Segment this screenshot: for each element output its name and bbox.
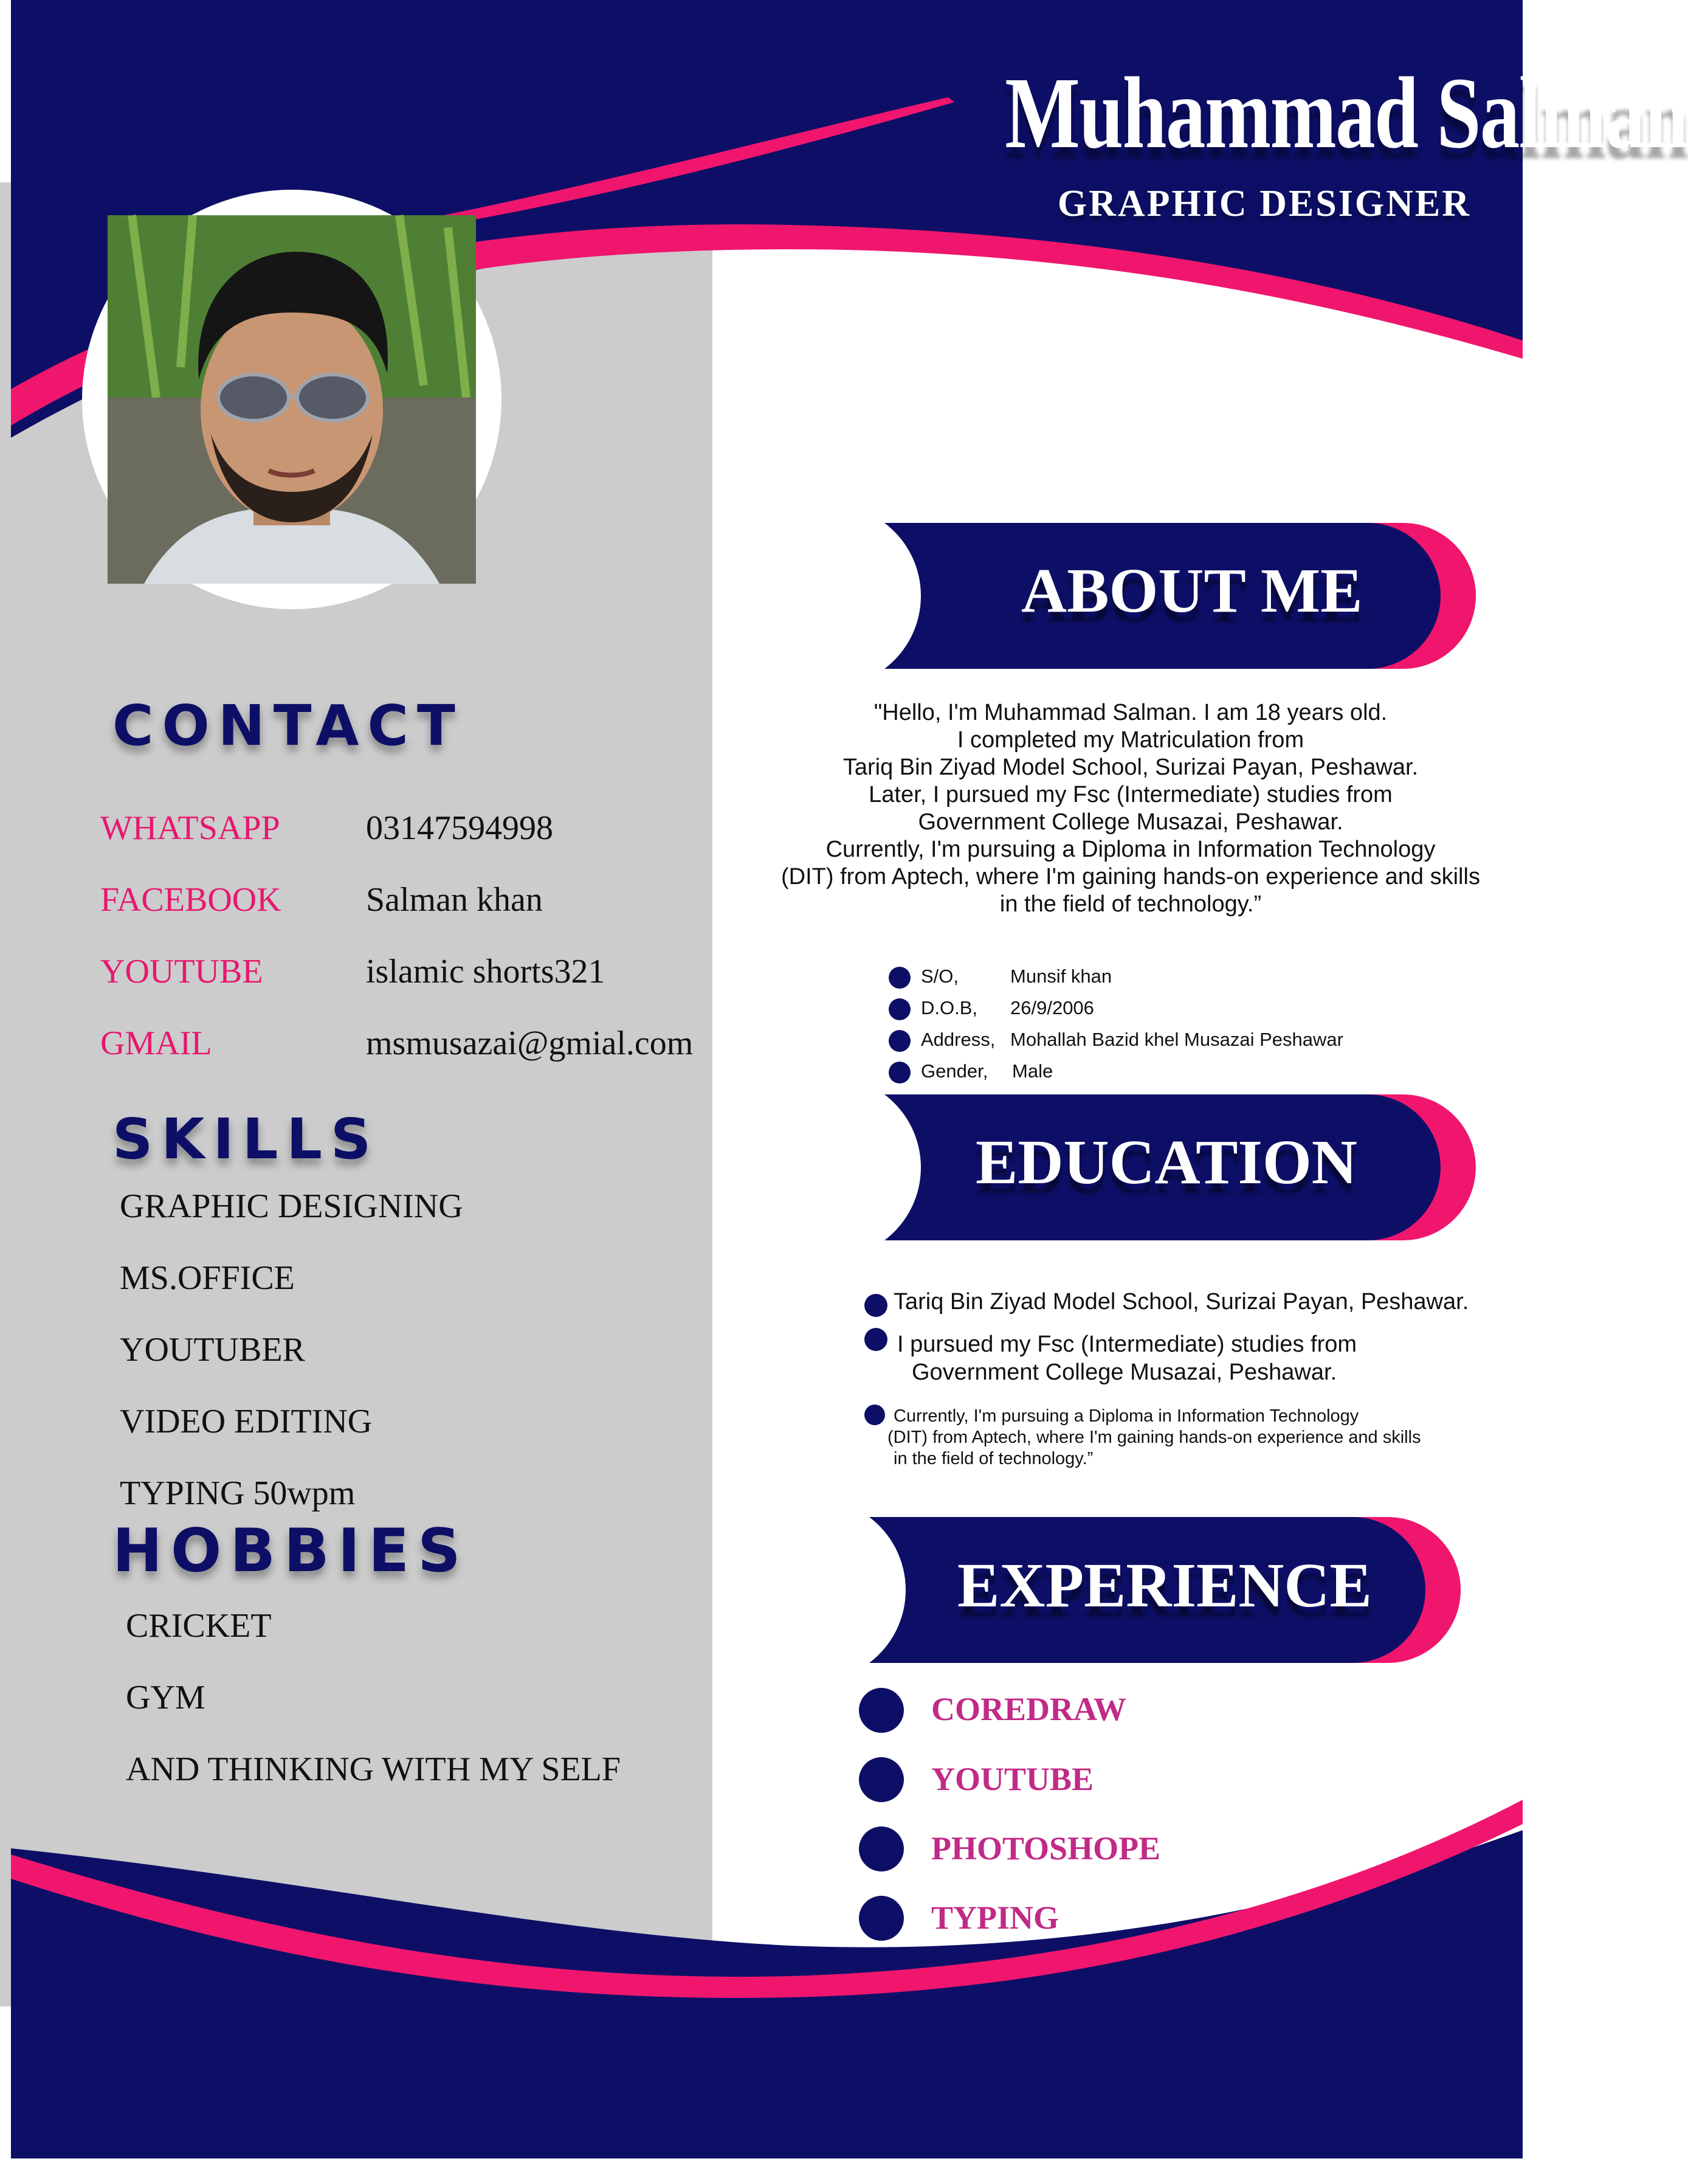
experience-title: EXPERIENCE (957, 1550, 1372, 1620)
about-line: "Hello, I'm Muhammad Salman. I am 18 years old. (873, 700, 1388, 725)
about-line: (DIT) from Aptech, where I'm gaining hands-on experience and skills (781, 864, 1480, 890)
about-line: Currently, I'm pursuing a Diploma in Information Technology (825, 837, 1436, 862)
about-title: ABOUT ME (1021, 556, 1363, 626)
info-label: Gender, (921, 1060, 988, 1082)
bullet-dot (889, 967, 911, 989)
skill-item: TYPING 50wpm (120, 1474, 356, 1512)
contact-label-whatsapp: WHATSAPP (100, 809, 280, 847)
info-label: D.O.B, (921, 997, 978, 1018)
contact-title: CONTACT (112, 693, 464, 758)
about-line: I completed my Matriculation from (957, 727, 1304, 753)
skills-title: SKILLS (112, 1107, 380, 1172)
hobby-item: GYM (126, 1679, 205, 1716)
education-line: Currently, I'm pursuing a Diploma in Information Technology (894, 1406, 1359, 1426)
experience-item: COREDRAW (931, 1691, 1127, 1727)
skill-item: YOUTUBER (120, 1331, 305, 1369)
about-line: in the field of technology.” (999, 891, 1262, 917)
hobby-item: AND THINKING WITH MY SELF (126, 1750, 621, 1788)
skill-item: GRAPHIC DESIGNING (120, 1187, 463, 1225)
info-value: Munsif khan (1010, 966, 1112, 987)
contact-label-youtube: YOUTUBE (100, 953, 263, 990)
info-value: Male (1012, 1060, 1053, 1082)
education-line: Government College Musazai, Peshawar. (912, 1360, 1337, 1385)
about-line: Tariq Bin Ziyad Model School, Surizai Payan, Peshawar. (842, 755, 1419, 780)
hobbies-title: HOBBIES (112, 1516, 469, 1586)
contact-label-gmail: GMAIL (100, 1025, 212, 1062)
job-title: GRAPHIC DESIGNER (1057, 183, 1471, 224)
bullet-dot (889, 1030, 911, 1052)
profile-photo (82, 190, 501, 609)
info-value: 26/9/2006 (1010, 997, 1094, 1018)
about-text (754, 699, 1507, 918)
hobby-item: CRICKET (126, 1607, 272, 1645)
contact-value-facebook: Salman khan (366, 881, 543, 919)
about-line: Government College Musazai, Peshawar. (918, 809, 1343, 835)
bullet-dot (864, 1328, 887, 1351)
skill-item: VIDEO EDITING (120, 1403, 373, 1440)
contact-value-gmail: msmusazai@gmial.com (366, 1025, 694, 1062)
education-line: I pursued my Fsc (Intermediate) studies from (897, 1332, 1357, 1357)
experience-item: PHOTOSHOPE (931, 1830, 1161, 1867)
bullet-dot (889, 1062, 911, 1083)
bullet-dot (859, 1688, 904, 1733)
education-title: EDUCATION (976, 1127, 1357, 1197)
experience-item: YOUTUBE (931, 1761, 1094, 1797)
person-name: Muhammad Salman (1005, 57, 1688, 170)
about-line: Later, I pursued my Fsc (Intermediate) studies from (869, 782, 1393, 807)
info-label: S/O, (921, 966, 959, 987)
education-line: in the field of technology.” (894, 1449, 1094, 1468)
bullet-dot (864, 1294, 887, 1317)
education-line: (DIT) from Aptech, where I'm gaining hands-on experience and skills (887, 1428, 1421, 1447)
skill-item: MS.OFFICE (120, 1259, 295, 1297)
info-label: Address, (921, 1029, 996, 1050)
bullet-dot (859, 1826, 904, 1871)
experience-item: TYPING (931, 1899, 1059, 1936)
contact-label-facebook: FACEBOOK (100, 881, 281, 919)
bullet-dot (864, 1405, 885, 1425)
education-line: Tariq Bin Ziyad Model School, Surizai Payan, Peshawar. (894, 1289, 1469, 1315)
bullet-dot (859, 1896, 904, 1941)
bullet-dot (859, 1757, 904, 1802)
bullet-dot (889, 998, 911, 1020)
info-value: Mohallah Bazid khel Musazai Peshawar (1010, 1029, 1343, 1050)
contact-value-whatsapp: 03147594998 (366, 809, 553, 847)
contact-value-youtube: islamic shorts321 (366, 953, 605, 990)
